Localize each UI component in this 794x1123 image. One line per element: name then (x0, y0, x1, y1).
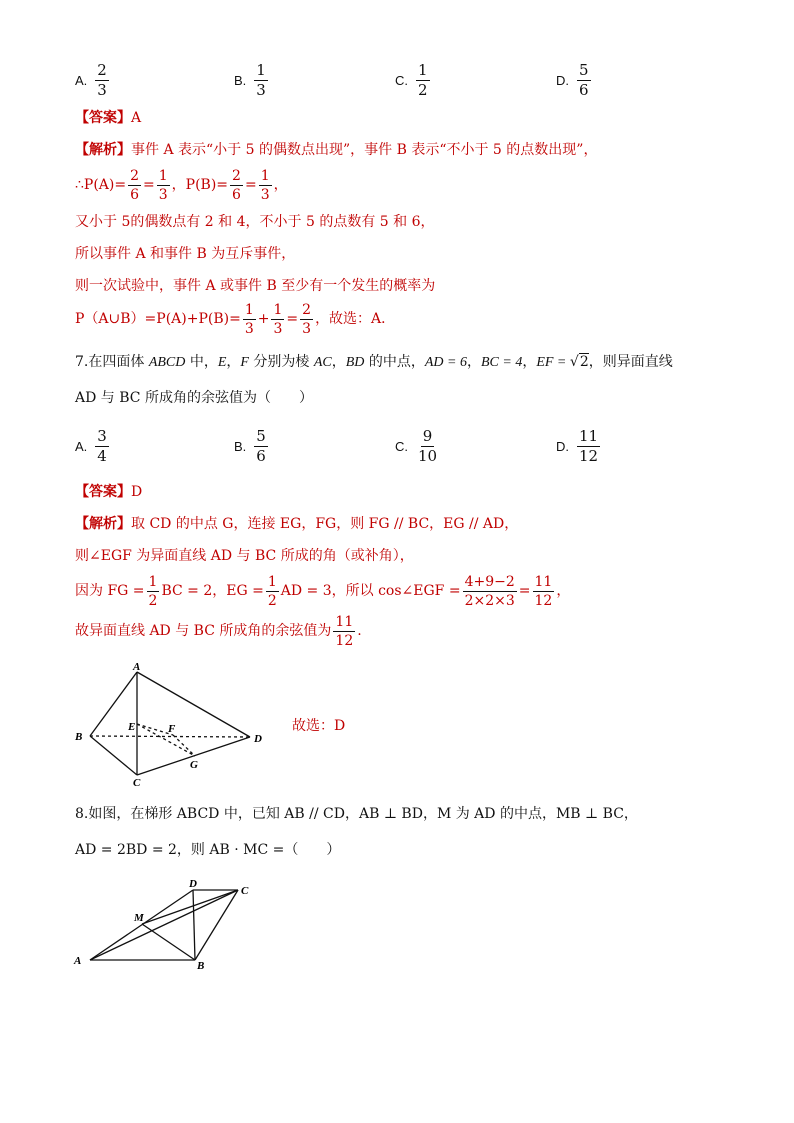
option-fraction: $\frac{2}{3}$ (97, 61, 107, 99)
label-e: E (128, 721, 136, 733)
label-b: B (197, 960, 205, 972)
option-letter: A. (75, 73, 88, 88)
label-g: G (190, 759, 198, 771)
q6-analysis-line-2: ∴P(A)= $\frac{2}{6}$ = $\frac{1}{3}$ ，P(B)= $\frac{2}{6}$ = $\frac{1}{3}$ ， (75, 167, 288, 203)
fraction: $\frac{1}{3}$ (260, 167, 270, 203)
fraction: $\frac{1}{3}$ (273, 301, 283, 337)
label-c: C (133, 777, 141, 789)
q7-analysis-line-2: 则∠EGF 为异面直线 AD 与 BC 所成的角（或补角）， (75, 548, 414, 564)
q6-option-d (556, 62, 593, 99)
q8-stem-line-1: 8.如图，在梯形 ABCD 中，已知 AB // CD，AB ⊥ BD，M 为 AD 的中点，MB ⊥ BC， (75, 806, 638, 822)
q6-analysis-line-3: 又小于 5的偶数点有 2 和 4，不小于 5 的点数有 5 和 6， (75, 214, 435, 230)
q7-stem-line-2: AD 与 BC 所成角的余弦值为（ ） (75, 390, 313, 406)
q6-option-a (75, 62, 111, 99)
label-a: A (133, 661, 141, 673)
fraction: $\frac{1}{3}$ (244, 301, 254, 337)
q7-option-c: C. $\frac{9}{10}$ (395, 427, 438, 465)
label-f: F (168, 723, 176, 735)
q6-analysis-line-6: P（A∪B）=P(A)+P(B)= $\frac{1}{3}$ + $\frac{1}{3}$ = $\frac{2}{3}$ ，故选：A． (75, 301, 396, 337)
option-letter: B. (234, 73, 247, 88)
q7-analysis-line-1: 【解析】取 CD 的中点 G，连接 EG，FG，则 FG // BC，EG // AD， (75, 516, 519, 532)
q7-answer: 【答案】D (75, 484, 143, 500)
option-fraction: $\frac{1}{3}$ (256, 61, 266, 99)
q8-stem-line-2: AD = 2BD = 2，则 AB · MC =（ ） (75, 842, 341, 858)
tetrahedron-figure (70, 660, 270, 790)
option-letter: C. (395, 73, 408, 88)
label-m: M (134, 912, 144, 924)
q6-option-b (234, 62, 270, 99)
q6-analysis-line-5: 则一次试验中，事件 A 或事件 B 至少有一个发生的概率为 (75, 278, 436, 294)
answer-tag: 【答案】 (75, 110, 131, 126)
label-d: D (189, 878, 197, 890)
q6-answer (75, 108, 141, 128)
q6-analysis-line-1: 【解析】事件 A 表示“小于 5 的偶数点出现”，事件 B 表示“不小于 5 的点数出现”， (75, 142, 598, 158)
q7-stem-line-1: 7.在四面体 ABCD 中，E，F 分别为棱 AC，BD 的中点，AD = 6，BC = 4，EF = √2，则异面直线 (75, 354, 673, 370)
label-c: C (241, 885, 249, 897)
option-letter: D. (556, 73, 569, 88)
label-b: B (75, 731, 83, 743)
q6-analysis-line-4: 所以事件 A 和事件 B 为互斥事件， (75, 246, 296, 262)
fraction: $\frac{2}{6}$ (232, 167, 241, 203)
trapezoid-figure (70, 876, 270, 976)
answer-value: A (131, 110, 142, 126)
label-a: A (74, 955, 82, 967)
q7-option-d: D. $\frac{11}{12}$ (556, 427, 599, 465)
fraction: $\frac{2}{3}$ (302, 301, 312, 337)
option-fraction: $\frac{1}{2}$ (418, 61, 428, 99)
option-fraction: $\frac{5}{6}$ (579, 61, 589, 99)
q7-analysis-line-3: 因为 FG = $\frac{1}{2}$ BC = 2，EG = $\frac{1}{2}$ AD = 3，所以 cos∠EGF = $\frac{4+9-2}{2\times 2\times 3}$ = $\frac{11}{12}$ ， (75, 573, 571, 609)
q7-option-a: A. $\frac{3}{4}$ (75, 427, 107, 465)
q7-choose: 故选：D (292, 718, 346, 734)
analysis-tag: 【解析】 (75, 142, 131, 158)
label-d: D (254, 733, 262, 745)
fraction: $\frac{1}{3}$ (158, 167, 168, 203)
fraction: $\frac{2}{6}$ (130, 167, 140, 203)
q6-option-c (395, 62, 432, 99)
q7-analysis-line-4: 故异面直线 AD 与 BC 所成角的余弦值为 $\frac{11}{12}$ . (75, 613, 362, 649)
q7-option-b: B. $\frac{5}{6}$ (234, 427, 266, 465)
